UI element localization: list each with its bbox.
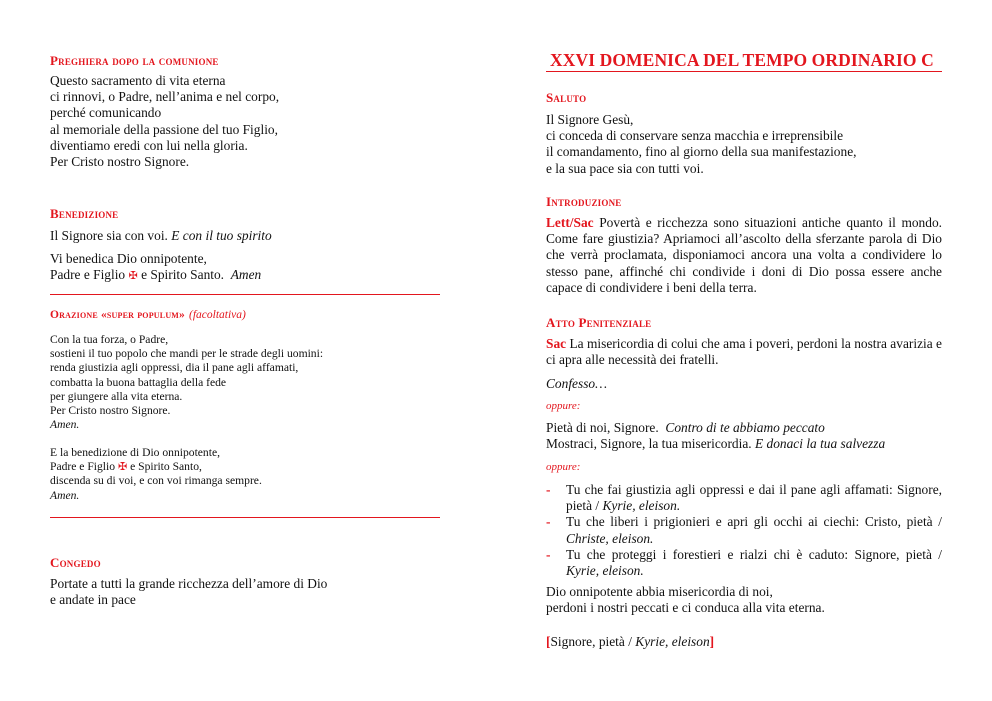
oppure-label: oppure:: [546, 461, 581, 473]
title-underline: [546, 71, 942, 72]
introduzione-heading: Introduzione: [546, 194, 622, 209]
saluto-text: Il Signore Gesù, ci conceda di conservare senza macchia e irreprensibile il comandamento, fino al giorno della sua manifestazione, e la sua pace sia con tutti voi.: [546, 112, 857, 176]
oppure-label: oppure:: [546, 400, 581, 412]
preghiera-heading: Preghiera dopo la comunione: [50, 53, 219, 68]
benedizione-text: Vi benedica Dio onnipotente, Padre e Figlio ✠ e Spirito Santo. Amen: [50, 251, 262, 283]
orazione-heading: Orazione «super populum» (facoltativa): [50, 309, 246, 321]
benedizione-greeting: Il Signore sia con voi. E con il tuo spirito: [50, 228, 272, 243]
orazione-blessing: E la benedizione di Dio onnipotente, Padre e Figlio ✠ e Spirito Santo, discenda su di voi, e con voi rimanga sempre. Amen.: [50, 446, 262, 502]
final-response: [Signore, pietà / Kyrie, eleison]: [546, 634, 715, 649]
cross-icon: ✠: [117, 461, 128, 474]
invocation-list: [546, 482, 942, 579]
orazione-text: Con la tua forza, o Padre, sostieni il tuo popolo che mandi per le strade degli uomini: renda giustizia agli oppressi, dia il pane agli affamati, combatta la buona battaglia della fede per giungere alla vita eterna. Per Cristo nostro Signore. Amen.: [50, 333, 324, 432]
introduzione-text: Lett/Sac Povertà e ricchezza sono situazioni antiche quanto il mondo. Come fare giustizia? Apriamoci all’ascolto della sferzante parola di Dio che verrà proclamata, disponiamoci ancora una volta a condividere lo stesso pane, affinché chi condivide i doni di Dio possa essere anche capace di condividere i beni della terra.: [546, 215, 942, 295]
list-item: - Tu che proteggi i forestieri e rialzi chi è caduto: Signore, pietà / Kyrie, eleison.: [546, 546, 942, 579]
saluto-heading: Saluto: [546, 90, 587, 105]
benedizione-heading: Benedizione: [50, 206, 119, 221]
divider: [50, 517, 440, 518]
preghiera-text: Questo sacramento di vita eterna ci rinnovi, o Padre, nell’anima e nel corpo, perché comunicando al memoriale della passione del tuo Figlio, diventiamo eredi con lui nella gloria. Per Cristo nostro Signore.: [50, 73, 280, 170]
divider: [50, 294, 440, 295]
congedo-text: Portate a tutti la grande ricchezza dell’amore di Dio e andate in pace: [50, 576, 328, 608]
atto-heading: Atto Penitenziale: [546, 315, 652, 330]
atto-intro-text: Sac La misericordia di colui che ama i poveri, perdoni la nostra avarizia e ci apra alle necessità dei fratelli.: [546, 336, 942, 368]
page-title: XXVI DOMENICA DEL TEMPO ORDINARIO C: [550, 50, 934, 70]
closing-prayer: Dio onnipotente abbia misericordia di noi, perdoni i nostri peccati e ci conduca alla vita eterna.: [546, 584, 825, 616]
list-item: - Tu che liberi i prigionieri e apri gli occhi ai ciechi: Cristo, pietà / Christe, eleison.: [546, 514, 942, 546]
pieta-block: Pietà di noi, Signore. Contro di te abbiamo peccato Mostraci, Signore, la tua misericordia. E donaci la tua salvezza: [546, 420, 886, 452]
confesso: Confesso…: [546, 376, 608, 391]
congedo-heading: Congedo: [50, 555, 101, 570]
cross-icon: ✠: [128, 270, 138, 283]
list-item: - Tu che fai giustizia agli oppressi e dai il pane agli affamati: Signore, pietà / Kyrie, eleison.: [546, 482, 942, 514]
